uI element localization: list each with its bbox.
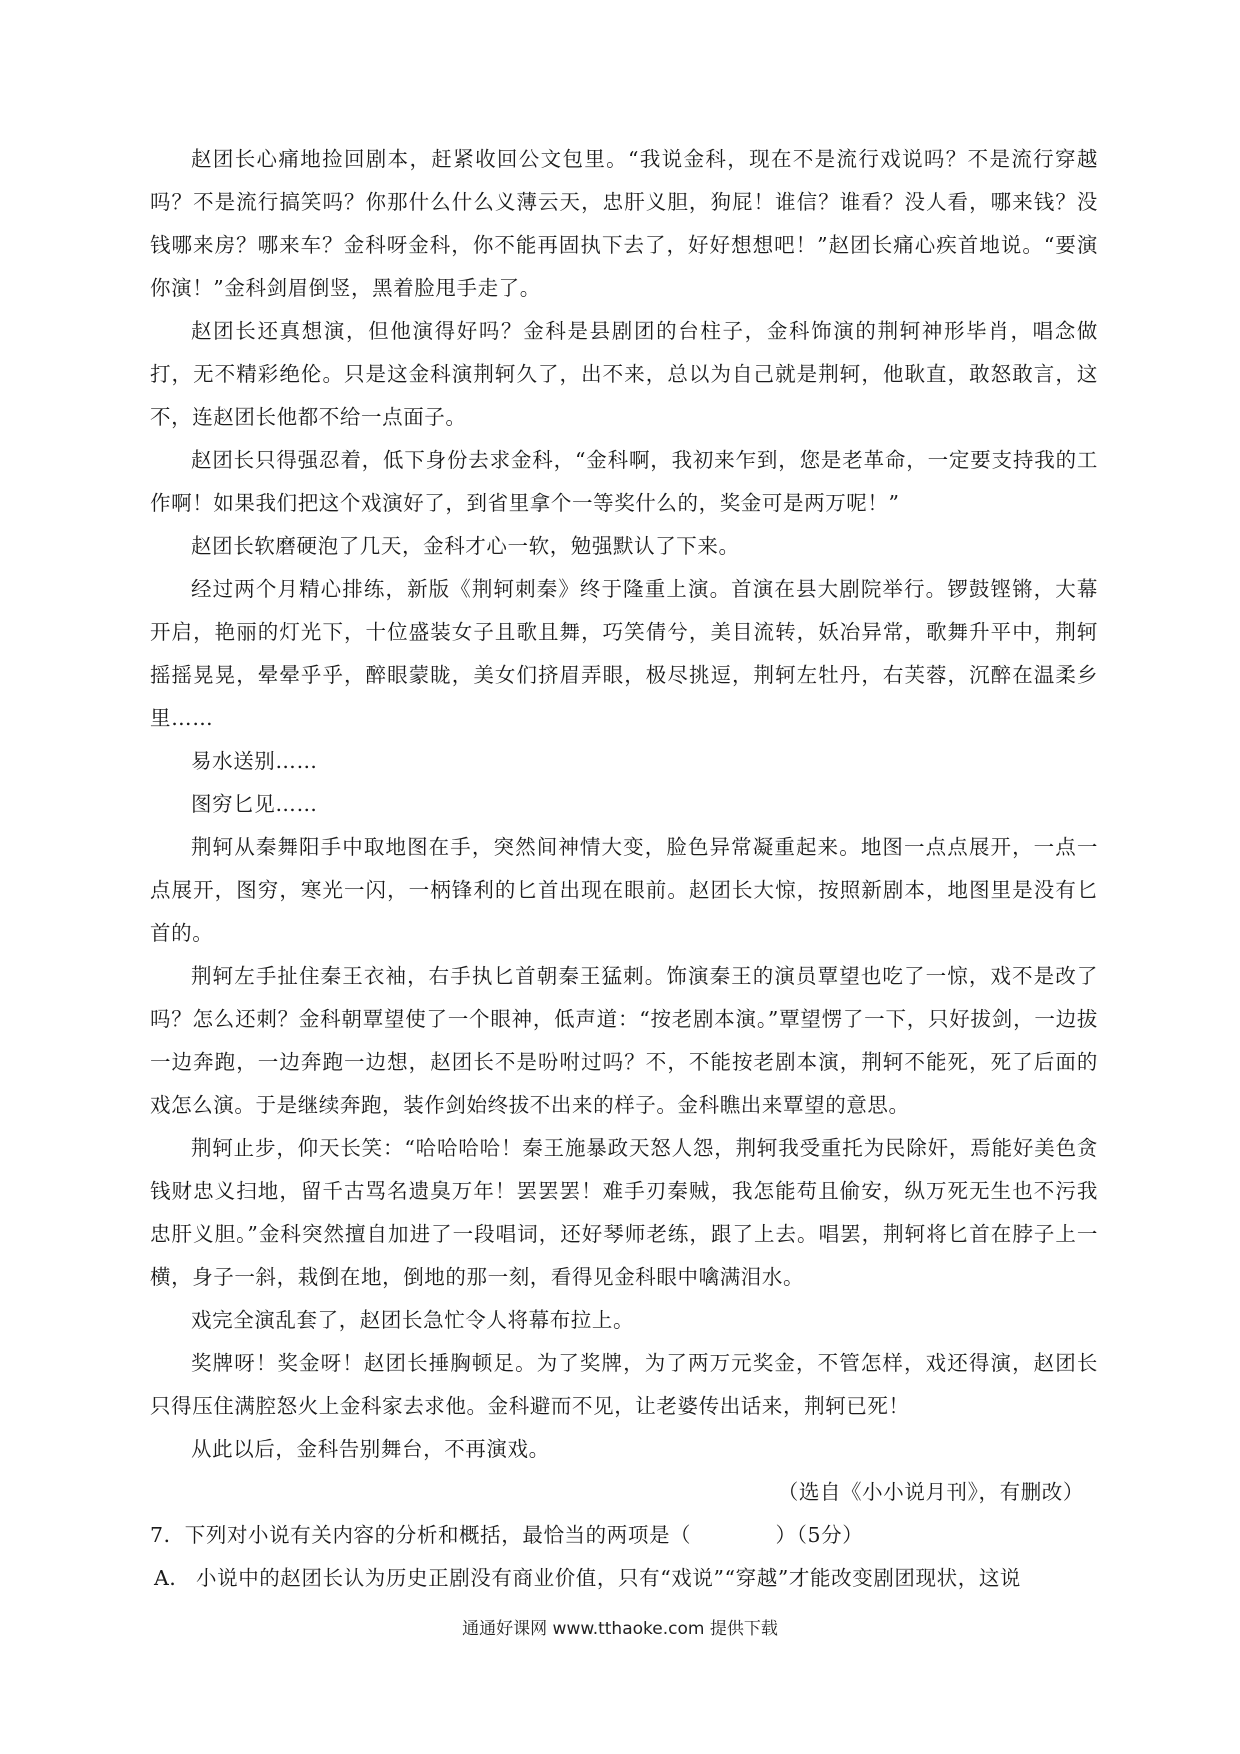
option-a-letter: A．	[154, 1566, 191, 1590]
paragraph: 图穷匕见……	[191, 792, 318, 816]
paragraph: 奖牌呀！奖金呀！赵团长捶胸顿足。为了奖牌，为了两万元奖金，不管怎样，戏还得演，赵团长只得压住满腔怒火上金科家去求他。金科避而不见，让老婆传出话来，荆轲已死！	[150, 1351, 1098, 1418]
question-stem: 7．下列对小说有关内容的分析和概括，最恰当的两项是（ ）（5分）	[150, 1523, 864, 1547]
paragraph: 经过两个月精心排练，新版《荆轲刺秦》终于隆重上演。首演在县大剧院举行。锣鼓铿锵，大幕开启，艳丽的灯光下，十位盛装女子且歌且舞，巧笑倩兮，美目流转，妖冶异常，歌舞升平中，荆轲摇摇晃晃，晕晕乎乎，醉眼蒙眬，美女们挤眉弄眼，极尽挑逗，荆轲左牡丹，右芙蓉，沉醉在温柔乡里……	[150, 577, 1098, 730]
paragraph: 赵团长还真想演，但他演得好吗？金科是县剧团的台柱子，金科饰演的荆轲神形毕肖，唱念做打，无不精彩绝伦。只是这金科演荆轲久了，出不来，总以为自己就是荆轲，他耿直，敢怒敢言，这不，连赵团长他都不给一点面子。	[150, 319, 1098, 429]
paragraph: 赵团长心痛地捡回剧本，赶紧收回公文包里。“我说金科，现在不是流行戏说吗？不是流行穿越吗？不是流行搞笑吗？你那什么什么义薄云天，忠肝义胆，狗屁！谁信？谁看？没人看，哪来钱？没钱哪来房？哪来车？金科呀金科，你不能再固执下去了，好好想想吧！”赵团长痛心疾首地说。“要演你演！”金科剑眉倒竖，黑着脸甩手走了。	[150, 147, 1098, 300]
paragraph: 易水送别……	[191, 749, 318, 773]
option-a	[150, 1557, 1098, 1600]
story-body	[150, 138, 1098, 1600]
page-footer: 通通好课网 www.tthaoke.com 提供下载	[462, 1619, 778, 1639]
paragraph: 荆轲从秦舞阳手中取地图在手，突然间神情大变，脸色异常凝重起来。地图一点点展开，一点一点展开，图穷，寒光一闪，一柄锋利的匕首出现在眼前。赵团长大惊，按照新剧本，地图里是没有匕首的。	[150, 835, 1098, 945]
paragraph: 荆轲止步，仰天长笑：“哈哈哈哈！秦王施暴政天怒人怨，荆轲我受重托为民除奸，焉能好美色贪钱财忠义扫地，留千古骂名遗臭万年！罢罢罢！难手刃秦贼，我怎能苟且偷安，纵万死无生也不污我忠肝义胆。”金科突然擅自加进了一段唱词，还好琴师老练，跟了上去。唱罢，荆轲将匕首在脖子上一横，身子一斜，栽倒在地，倒地的那一刻，看得见金科眼中噙满泪水。	[150, 1136, 1098, 1289]
paragraph: 从此以后，金科告别舞台，不再演戏。	[191, 1437, 550, 1461]
paragraph: 荆轲左手扯住秦王衣袖，右手执匕首朝秦王猛刺。饰演秦王的演员覃望也吃了一惊，戏不是改了吗？怎么还刺？金科朝覃望使了一个眼神，低声道：“按老剧本演。”覃望愣了一下，只好拔剑，一边拔一边奔跑，一边奔跑一边想，赵团长不是吩咐过吗？不，不能按老剧本演，荆轲不能死，死了后面的戏怎么演。于是继续奔跑，装作剑始终拔不出来的样子。金科瞧出来覃望的意思。	[150, 964, 1098, 1117]
paragraph: 赵团长软磨硬泡了几天，金科才心一软，勉强默认了下来。	[191, 534, 740, 558]
paragraph: 戏完全演乱套了，赵团长急忙令人将幕布拉上。	[191, 1308, 635, 1332]
paragraph: 赵团长只得强忍着，低下身份去求金科，“金科啊，我初来乍到，您是老革命，一定要支持我的工作啊！如果我们把这个戏演好了，到省里拿个一等奖什么的，奖金可是两万呢！”	[150, 448, 1098, 515]
source-citation: （选自《小小说月刊》，有删改）	[777, 1480, 1084, 1504]
option-a-text: 小说中的赵团长认为历史正剧没有商业价值，只有“戏说”“穿越”才能改变剧团现状，这说	[196, 1566, 1022, 1590]
